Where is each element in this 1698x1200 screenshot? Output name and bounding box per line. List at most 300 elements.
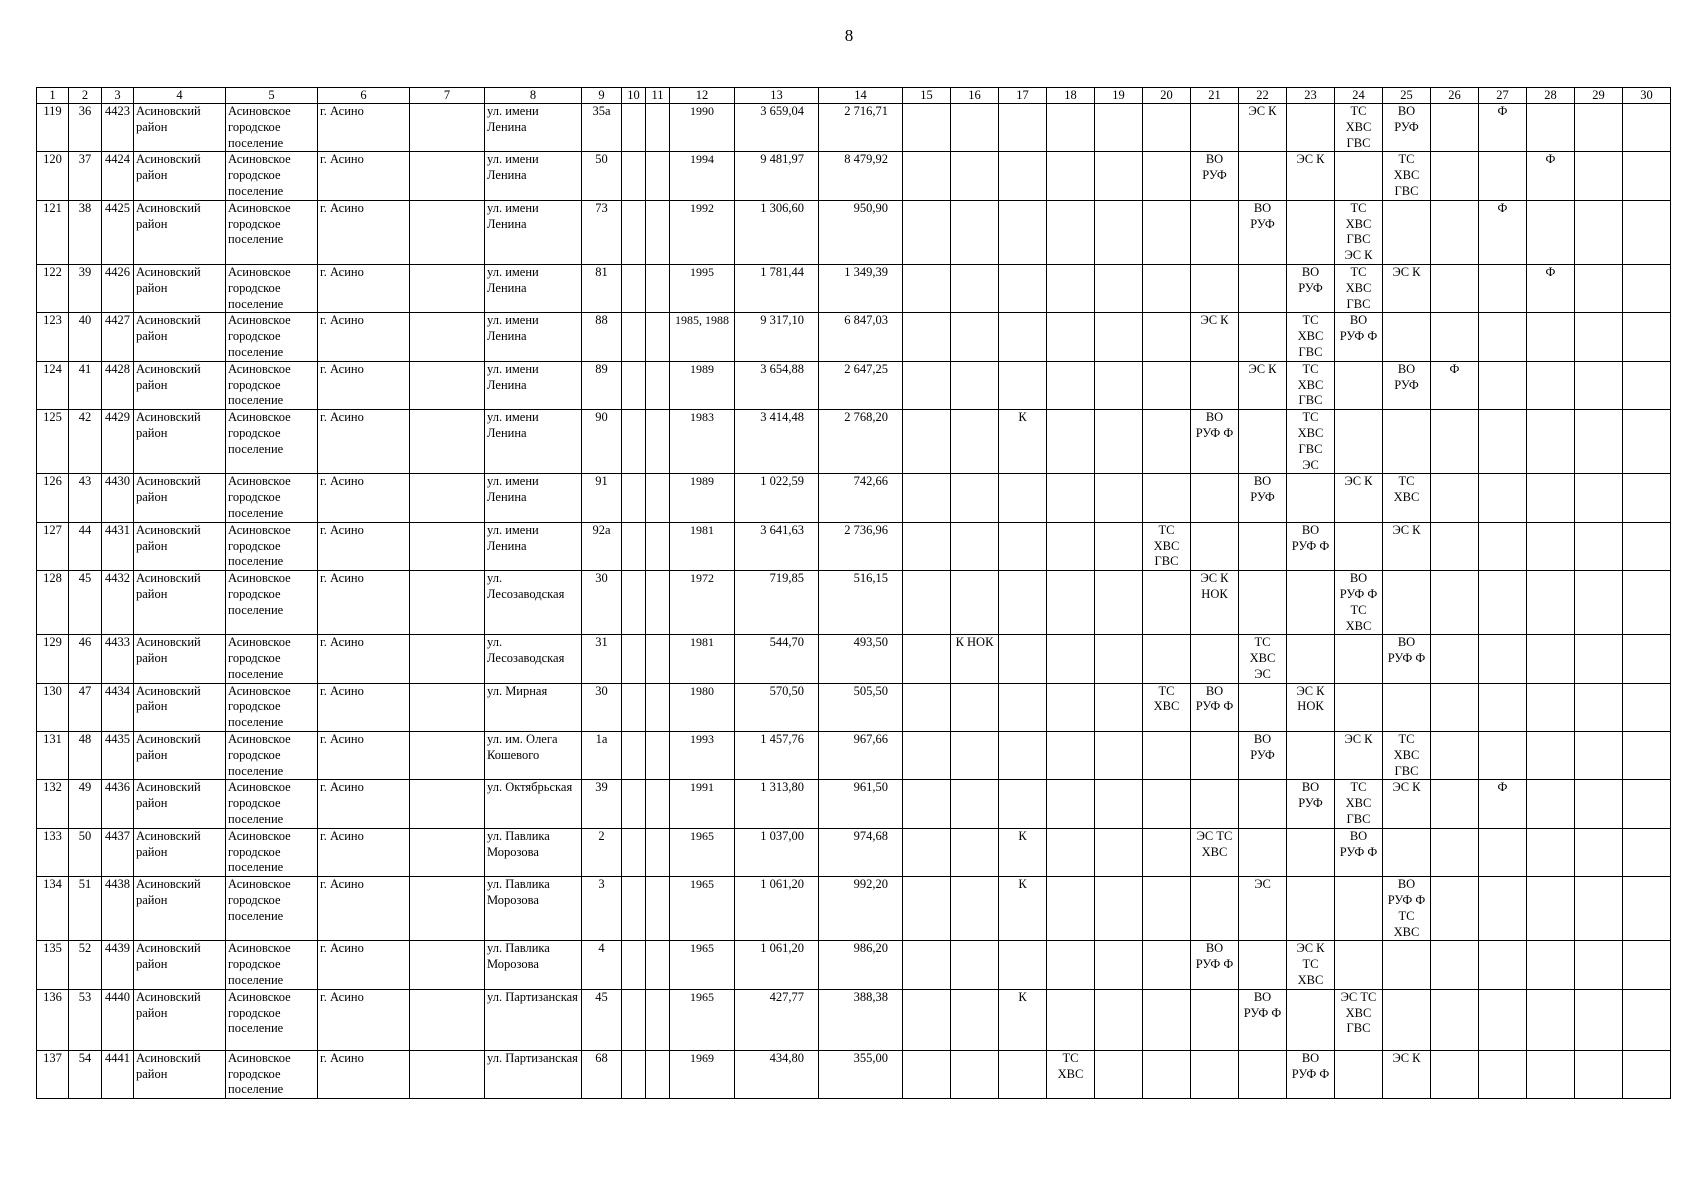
cell-col-16 <box>951 104 999 152</box>
cell-year: 1994 <box>670 152 735 200</box>
cell-col-23: ВО РУФ <box>1287 264 1335 312</box>
cell-locality: г. Асино <box>318 635 410 683</box>
cell-street: ул. Партизанская <box>485 1050 582 1098</box>
cell-district: Асиновский район <box>134 410 226 474</box>
cell-col-20 <box>1143 474 1191 522</box>
table-row <box>37 732 1671 780</box>
cell-col-26 <box>1431 989 1479 1050</box>
cell-col-24 <box>1335 152 1383 200</box>
cell-col-22: ВО РУФ <box>1239 200 1287 264</box>
cell-col-15 <box>903 1050 951 1098</box>
cell-street: ул. имени Ленина <box>485 104 582 152</box>
cell-street: ул. им. Олега Кошевого <box>485 732 582 780</box>
column-header-13: 13 <box>735 88 819 104</box>
cell-col-19 <box>1095 313 1143 361</box>
cell-n2: 39 <box>69 264 102 312</box>
cell-col-18 <box>1047 410 1095 474</box>
column-header-6: 6 <box>318 88 410 104</box>
cell-c11 <box>646 200 670 264</box>
cell-col-18 <box>1047 264 1095 312</box>
column-header-21: 21 <box>1191 88 1239 104</box>
cell-district: Асиновский район <box>134 474 226 522</box>
cell-area-living: 505,50 <box>819 683 903 731</box>
cell-col-28 <box>1527 104 1575 152</box>
cell-year: 1981 <box>670 635 735 683</box>
cell-c7 <box>410 571 485 635</box>
cell-district: Асиновский район <box>134 104 226 152</box>
cell-col-20 <box>1143 635 1191 683</box>
cell-area-total: 434,80 <box>735 1050 819 1098</box>
cell-year: 1965 <box>670 828 735 876</box>
cell-locality: г. Асино <box>318 410 410 474</box>
cell-c7 <box>410 522 485 570</box>
cell-area-total: 1 457,76 <box>735 732 819 780</box>
cell-year: 1990 <box>670 104 735 152</box>
cell-col-26 <box>1431 200 1479 264</box>
cell-col-24: ТС ХВС ГВС <box>1335 104 1383 152</box>
cell-c11 <box>646 361 670 409</box>
cell-col-29 <box>1575 104 1623 152</box>
cell-col-17: К <box>999 410 1047 474</box>
cell-col-24: ЭС ТС ХВС ГВС <box>1335 989 1383 1050</box>
cell-col-30 <box>1623 104 1671 152</box>
cell-col-27 <box>1479 361 1527 409</box>
cell-c7 <box>410 1050 485 1098</box>
cell-area-living: 493,50 <box>819 635 903 683</box>
cell-col-24 <box>1335 635 1383 683</box>
cell-id: 4424 <box>102 152 134 200</box>
cell-district: Асиновский район <box>134 989 226 1050</box>
cell-col-25: ЭС К <box>1383 780 1431 828</box>
cell-id: 4435 <box>102 732 134 780</box>
cell-n: 137 <box>37 1050 69 1098</box>
cell-area-total: 1 061,20 <box>735 877 819 941</box>
cell-col-23 <box>1287 877 1335 941</box>
cell-col-24: ЭС К <box>1335 732 1383 780</box>
cell-col-29 <box>1575 571 1623 635</box>
cell-area-living: 961,50 <box>819 780 903 828</box>
cell-year: 1965 <box>670 989 735 1050</box>
cell-c7 <box>410 200 485 264</box>
cell-col-24 <box>1335 941 1383 989</box>
table-row <box>37 152 1671 200</box>
cell-col-23 <box>1287 200 1335 264</box>
cell-c11 <box>646 152 670 200</box>
cell-area-total: 1 306,60 <box>735 200 819 264</box>
cell-col-27 <box>1479 683 1527 731</box>
cell-locality: г. Асино <box>318 683 410 731</box>
cell-area-total: 570,50 <box>735 683 819 731</box>
cell-col-28 <box>1527 361 1575 409</box>
cell-col-27: Ф <box>1479 104 1527 152</box>
cell-col-17: К <box>999 828 1047 876</box>
cell-n: 135 <box>37 941 69 989</box>
cell-col-25 <box>1383 989 1431 1050</box>
cell-col-29 <box>1575 410 1623 474</box>
cell-id: 4431 <box>102 522 134 570</box>
cell-street: ул. Павлика Морозова <box>485 828 582 876</box>
cell-col-18 <box>1047 989 1095 1050</box>
cell-year: 1992 <box>670 200 735 264</box>
cell-locality: г. Асино <box>318 104 410 152</box>
cell-house: 1а <box>582 732 622 780</box>
cell-n: 133 <box>37 828 69 876</box>
cell-col-22 <box>1239 941 1287 989</box>
cell-n2: 53 <box>69 989 102 1050</box>
cell-col-18 <box>1047 152 1095 200</box>
cell-col-19 <box>1095 200 1143 264</box>
cell-c10 <box>622 683 646 731</box>
cell-year: 1983 <box>670 410 735 474</box>
cell-col-30 <box>1623 989 1671 1050</box>
cell-col-25 <box>1383 313 1431 361</box>
cell-col-21: ВО РУФ Ф <box>1191 941 1239 989</box>
cell-col-29 <box>1575 152 1623 200</box>
column-header-29: 29 <box>1575 88 1623 104</box>
cell-street: ул. имени Ленина <box>485 152 582 200</box>
column-header-2: 2 <box>69 88 102 104</box>
cell-col-26 <box>1431 941 1479 989</box>
table-row <box>37 474 1671 522</box>
cell-col-27 <box>1479 877 1527 941</box>
cell-c10 <box>622 152 646 200</box>
cell-col-16 <box>951 200 999 264</box>
cell-area-living: 986,20 <box>819 941 903 989</box>
cell-col-15 <box>903 683 951 731</box>
cell-col-24 <box>1335 1050 1383 1098</box>
cell-col-20 <box>1143 571 1191 635</box>
cell-col-24: ТС ХВС ГВС ЭС К <box>1335 200 1383 264</box>
cell-col-30 <box>1623 877 1671 941</box>
cell-col-24: ВО РУФ Ф <box>1335 313 1383 361</box>
cell-area-total: 544,70 <box>735 635 819 683</box>
column-header-14: 14 <box>819 88 903 104</box>
cell-col-16 <box>951 683 999 731</box>
cell-col-23: ВО РУФ <box>1287 780 1335 828</box>
cell-col-19 <box>1095 941 1143 989</box>
cell-col-19 <box>1095 410 1143 474</box>
cell-district: Асиновский район <box>134 571 226 635</box>
cell-col-30 <box>1623 780 1671 828</box>
cell-col-16 <box>951 571 999 635</box>
cell-col-24 <box>1335 522 1383 570</box>
cell-col-24 <box>1335 410 1383 474</box>
cell-district: Асиновский район <box>134 200 226 264</box>
cell-c7 <box>410 941 485 989</box>
cell-id: 4426 <box>102 264 134 312</box>
cell-c11 <box>646 522 670 570</box>
cell-col-28 <box>1527 683 1575 731</box>
cell-district: Асиновский район <box>134 635 226 683</box>
cell-col-25 <box>1383 571 1431 635</box>
table-row <box>37 1050 1671 1098</box>
cell-col-25: ТС ХВС <box>1383 474 1431 522</box>
cell-col-25: ВО РУФ Ф <box>1383 635 1431 683</box>
cell-col-17 <box>999 683 1047 731</box>
cell-c10 <box>622 474 646 522</box>
cell-col-25 <box>1383 683 1431 731</box>
cell-col-24: ВО РУФ Ф ТС ХВС <box>1335 571 1383 635</box>
cell-area-total: 1 781,44 <box>735 264 819 312</box>
cell-col-18: ТС ХВС <box>1047 1050 1095 1098</box>
cell-col-23: ТС ХВС ГВС <box>1287 361 1335 409</box>
cell-street: ул. имени Ленина <box>485 474 582 522</box>
cell-col-23: ТС ХВС ГВС ЭС <box>1287 410 1335 474</box>
cell-house: 92а <box>582 522 622 570</box>
cell-col-19 <box>1095 1050 1143 1098</box>
cell-district: Асиновский район <box>134 877 226 941</box>
cell-settlement: Асиновское городское поселение <box>226 941 318 989</box>
table-row <box>37 200 1671 264</box>
cell-col-16 <box>951 780 999 828</box>
cell-n: 125 <box>37 410 69 474</box>
cell-locality: г. Асино <box>318 877 410 941</box>
cell-col-22 <box>1239 152 1287 200</box>
cell-c7 <box>410 780 485 828</box>
cell-col-30 <box>1623 474 1671 522</box>
cell-street: ул. Мирная <box>485 683 582 731</box>
cell-settlement: Асиновское городское поселение <box>226 732 318 780</box>
cell-c10 <box>622 780 646 828</box>
table-row <box>37 780 1671 828</box>
cell-n: 127 <box>37 522 69 570</box>
column-header-28: 28 <box>1527 88 1575 104</box>
cell-col-27: Ф <box>1479 780 1527 828</box>
cell-col-28 <box>1527 635 1575 683</box>
column-header-10: 10 <box>622 88 646 104</box>
cell-id: 4438 <box>102 877 134 941</box>
cell-street: ул. имени Ленина <box>485 313 582 361</box>
cell-col-27 <box>1479 571 1527 635</box>
cell-c7 <box>410 732 485 780</box>
cell-col-18 <box>1047 522 1095 570</box>
cell-locality: г. Асино <box>318 474 410 522</box>
cell-col-26 <box>1431 410 1479 474</box>
cell-col-20 <box>1143 941 1191 989</box>
cell-col-23 <box>1287 474 1335 522</box>
cell-col-15 <box>903 264 951 312</box>
cell-house: 39 <box>582 780 622 828</box>
cell-c10 <box>622 732 646 780</box>
cell-col-22: ЭС К <box>1239 104 1287 152</box>
cell-col-21: ЭС К НОК <box>1191 571 1239 635</box>
cell-street: ул. имени Ленина <box>485 264 582 312</box>
cell-c10 <box>622 410 646 474</box>
cell-locality: г. Асино <box>318 313 410 361</box>
cell-area-living: 967,66 <box>819 732 903 780</box>
cell-col-15 <box>903 989 951 1050</box>
cell-col-18 <box>1047 941 1095 989</box>
cell-col-15 <box>903 828 951 876</box>
cell-col-21: ВО РУФ Ф <box>1191 683 1239 731</box>
cell-col-26 <box>1431 780 1479 828</box>
cell-col-24: ВО РУФ Ф <box>1335 828 1383 876</box>
cell-col-28 <box>1527 474 1575 522</box>
cell-col-30 <box>1623 732 1671 780</box>
cell-col-26 <box>1431 1050 1479 1098</box>
cell-col-15 <box>903 152 951 200</box>
cell-house: 90 <box>582 410 622 474</box>
cell-house: 35а <box>582 104 622 152</box>
cell-n2: 54 <box>69 1050 102 1098</box>
table-row <box>37 828 1671 876</box>
cell-col-27 <box>1479 989 1527 1050</box>
cell-settlement: Асиновское городское поселение <box>226 152 318 200</box>
cell-settlement: Асиновское городское поселение <box>226 877 318 941</box>
cell-id: 4441 <box>102 1050 134 1098</box>
cell-col-19 <box>1095 104 1143 152</box>
cell-house: 45 <box>582 989 622 1050</box>
cell-settlement: Асиновское городское поселение <box>226 264 318 312</box>
cell-col-23: ВО РУФ Ф <box>1287 1050 1335 1098</box>
cell-col-27 <box>1479 635 1527 683</box>
cell-street: ул. Лесозаводская <box>485 635 582 683</box>
cell-n2: 37 <box>69 152 102 200</box>
cell-col-20 <box>1143 313 1191 361</box>
cell-col-26 <box>1431 732 1479 780</box>
cell-area-total: 1 022,59 <box>735 474 819 522</box>
column-header-4: 4 <box>134 88 226 104</box>
column-header-27: 27 <box>1479 88 1527 104</box>
cell-col-28: Ф <box>1527 264 1575 312</box>
cell-house: 89 <box>582 361 622 409</box>
cell-house: 50 <box>582 152 622 200</box>
cell-settlement: Асиновское городское поселение <box>226 1050 318 1098</box>
cell-col-30 <box>1623 361 1671 409</box>
cell-house: 3 <box>582 877 622 941</box>
cell-c11 <box>646 571 670 635</box>
cell-n: 128 <box>37 571 69 635</box>
cell-col-21 <box>1191 780 1239 828</box>
cell-col-15 <box>903 571 951 635</box>
cell-n2: 46 <box>69 635 102 683</box>
cell-col-30 <box>1623 200 1671 264</box>
cell-col-17 <box>999 152 1047 200</box>
cell-c10 <box>622 104 646 152</box>
cell-year: 1989 <box>670 474 735 522</box>
cell-col-28 <box>1527 732 1575 780</box>
cell-col-25: ТС ХВС ГВС <box>1383 152 1431 200</box>
cell-house: 68 <box>582 1050 622 1098</box>
cell-col-26 <box>1431 683 1479 731</box>
cell-n2: 42 <box>69 410 102 474</box>
cell-c7 <box>410 877 485 941</box>
cell-house: 31 <box>582 635 622 683</box>
cell-col-19 <box>1095 989 1143 1050</box>
cell-col-23 <box>1287 732 1335 780</box>
cell-col-28 <box>1527 989 1575 1050</box>
cell-id: 4434 <box>102 683 134 731</box>
cell-c7 <box>410 635 485 683</box>
cell-c10 <box>622 200 646 264</box>
cell-col-30 <box>1623 683 1671 731</box>
cell-col-17 <box>999 104 1047 152</box>
column-header-24: 24 <box>1335 88 1383 104</box>
cell-c11 <box>646 683 670 731</box>
cell-area-total: 3 414,48 <box>735 410 819 474</box>
cell-col-23: ЭС К НОК <box>1287 683 1335 731</box>
cell-col-27 <box>1479 264 1527 312</box>
cell-settlement: Асиновское городское поселение <box>226 571 318 635</box>
cell-col-15 <box>903 877 951 941</box>
cell-col-16: К НОК <box>951 635 999 683</box>
cell-house: 30 <box>582 683 622 731</box>
cell-col-28 <box>1527 200 1575 264</box>
cell-locality: г. Асино <box>318 264 410 312</box>
cell-n2: 47 <box>69 683 102 731</box>
cell-col-29 <box>1575 732 1623 780</box>
cell-col-15 <box>903 200 951 264</box>
cell-c10 <box>622 571 646 635</box>
cell-col-20 <box>1143 1050 1191 1098</box>
cell-c11 <box>646 264 670 312</box>
cell-col-27 <box>1479 1050 1527 1098</box>
cell-c10 <box>622 1050 646 1098</box>
cell-col-23: ТС ХВС ГВС <box>1287 313 1335 361</box>
cell-col-23: ЭС К <box>1287 152 1335 200</box>
cell-col-17 <box>999 1050 1047 1098</box>
cell-locality: г. Асино <box>318 828 410 876</box>
cell-locality: г. Асино <box>318 989 410 1050</box>
cell-col-15 <box>903 732 951 780</box>
cell-street: ул. Партизанская <box>485 989 582 1050</box>
cell-col-26 <box>1431 522 1479 570</box>
cell-col-18 <box>1047 635 1095 683</box>
cell-col-22 <box>1239 1050 1287 1098</box>
cell-n: 123 <box>37 313 69 361</box>
cell-locality: г. Асино <box>318 941 410 989</box>
cell-id: 4432 <box>102 571 134 635</box>
cell-col-22: ВО РУФ <box>1239 474 1287 522</box>
cell-street: ул. имени Ленина <box>485 361 582 409</box>
cell-id: 4433 <box>102 635 134 683</box>
cell-col-16 <box>951 264 999 312</box>
table-row <box>37 635 1671 683</box>
cell-district: Асиновский район <box>134 941 226 989</box>
table-row <box>37 522 1671 570</box>
cell-id: 4436 <box>102 780 134 828</box>
cell-col-21 <box>1191 104 1239 152</box>
cell-area-living: 974,68 <box>819 828 903 876</box>
cell-street: ул. Павлика Морозова <box>485 877 582 941</box>
cell-col-16 <box>951 361 999 409</box>
cell-col-18 <box>1047 683 1095 731</box>
cell-area-living: 8 479,92 <box>819 152 903 200</box>
cell-col-16 <box>951 828 999 876</box>
cell-col-26 <box>1431 635 1479 683</box>
cell-col-22 <box>1239 522 1287 570</box>
cell-n: 120 <box>37 152 69 200</box>
cell-area-total: 3 659,04 <box>735 104 819 152</box>
cell-col-18 <box>1047 200 1095 264</box>
column-header-19: 19 <box>1095 88 1143 104</box>
cell-area-total: 3 641,63 <box>735 522 819 570</box>
cell-c7 <box>410 474 485 522</box>
cell-n2: 36 <box>69 104 102 152</box>
column-header-20: 20 <box>1143 88 1191 104</box>
cell-col-16 <box>951 152 999 200</box>
cell-col-15 <box>903 474 951 522</box>
cell-c11 <box>646 104 670 152</box>
cell-area-living: 388,38 <box>819 989 903 1050</box>
cell-col-24: ТС ХВС ГВС <box>1335 780 1383 828</box>
column-header-18: 18 <box>1047 88 1095 104</box>
cell-settlement: Асиновское городское поселение <box>226 522 318 570</box>
table-row <box>37 313 1671 361</box>
cell-col-21 <box>1191 1050 1239 1098</box>
cell-c7 <box>410 264 485 312</box>
cell-locality: г. Асино <box>318 1050 410 1098</box>
